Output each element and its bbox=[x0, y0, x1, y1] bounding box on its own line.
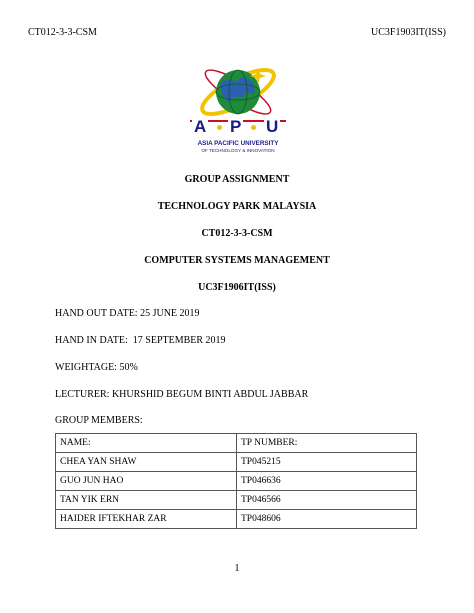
table-row bbox=[56, 472, 417, 491]
table-row bbox=[56, 510, 417, 529]
table-row bbox=[56, 453, 417, 472]
table-header-row bbox=[56, 434, 417, 453]
lecturer: LECTURER: KHURSHID BEGUM BINTI ABDUL JABBAR bbox=[55, 389, 309, 400]
weightage: WEIGHTAGE: 50% bbox=[55, 362, 138, 373]
group-members-label: GROUP MEMBERS: bbox=[55, 415, 143, 426]
logo-university-subtitle: OF TECHNOLOGY & INNOVATION bbox=[201, 148, 275, 153]
group-members-table bbox=[55, 433, 417, 529]
campus-location: TECHNOLOGY PARK MALAYSIA bbox=[157, 201, 317, 212]
assignment-type: GROUP ASSIGNMENT bbox=[184, 174, 290, 185]
intake-code: UC3F1906IT(ISS) bbox=[198, 282, 276, 293]
logo-letter-p: P bbox=[230, 117, 242, 136]
member-name: GUO JUN HAO bbox=[56, 472, 237, 491]
member-tp-number: TP045215 bbox=[237, 453, 417, 472]
member-name: HAIDER IFTEKHAR ZAR bbox=[56, 510, 237, 529]
logo-university-name: ASIA PACIFIC UNIVERSITY bbox=[197, 140, 279, 147]
logo-dot bbox=[217, 125, 222, 130]
header-intake-code: UC3F1903IT(ISS) bbox=[370, 27, 446, 38]
header-cell-tp: TP NUMBER: bbox=[237, 434, 417, 453]
header-cell-name: NAME: bbox=[56, 434, 237, 453]
logo-letter-u: U bbox=[266, 117, 279, 136]
member-tp-number: TP046636 bbox=[237, 472, 417, 491]
module-code: CT012-3-3-CSM bbox=[201, 228, 273, 239]
logo-dot bbox=[251, 125, 256, 130]
logo-letter-a: A bbox=[194, 117, 207, 136]
member-name: TAN YIK ERN bbox=[56, 491, 237, 510]
member-name: CHEA YAN SHAW bbox=[56, 453, 237, 472]
member-tp-number: TP048606 bbox=[237, 510, 417, 529]
hand-in-date: HAND IN DATE: 17 SEPTEMBER 2019 bbox=[55, 335, 226, 346]
header-module-code: CT012-3-3-CSM bbox=[28, 27, 97, 38]
hand-out-date: HAND OUT DATE: 25 JUNE 2019 bbox=[55, 308, 200, 319]
apu-logo bbox=[188, 54, 288, 164]
page-number: 1 bbox=[234, 563, 240, 574]
module-name: COMPUTER SYSTEMS MANAGEMENT bbox=[144, 255, 330, 266]
member-tp-number: TP046566 bbox=[237, 491, 417, 510]
table-row bbox=[56, 491, 417, 510]
